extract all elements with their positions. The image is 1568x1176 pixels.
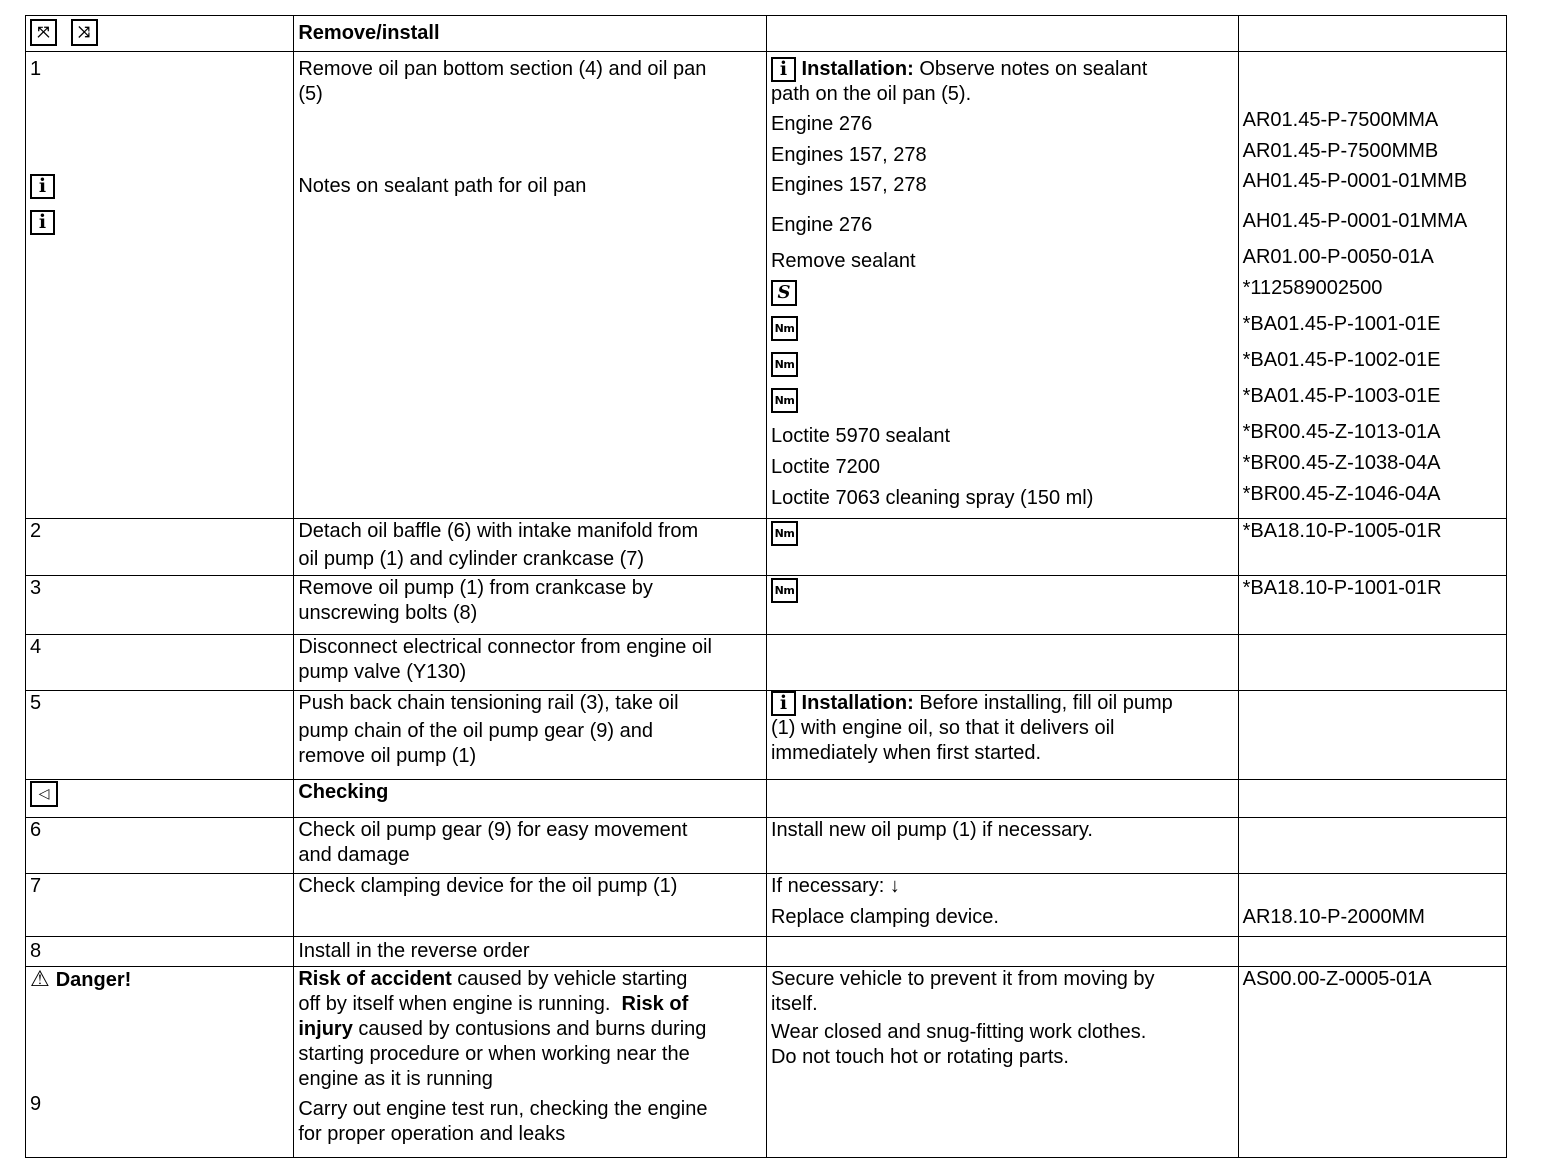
action-text: Replace clamping device. — [770, 906, 999, 928]
risk-label: Risk of — [621, 993, 689, 1015]
torque-nm-icon[interactable]: Nm — [771, 578, 798, 603]
checking-row — [26, 780, 1507, 818]
torque-nm-icon[interactable]: Nm — [771, 521, 798, 546]
danger-text: off by itself when engine is running. — [298, 993, 611, 1015]
ref-link[interactable]: *BR00.45-Z-1046-04A — [1242, 483, 1441, 505]
danger-text: starting procedure or when working near the — [298, 1043, 690, 1065]
step-number: 9 — [30, 1093, 42, 1115]
note-text: Before installing, fill oil pump — [919, 692, 1173, 714]
ref-desc: Engines 157, 278 — [770, 174, 927, 196]
note-label: Installation: — [801, 692, 914, 714]
note-label: Installation: — [801, 58, 914, 80]
ref-link[interactable]: AR01.45-P-7500MMA — [1242, 109, 1439, 131]
note-text: (1) with engine oil, so that it delivers oil — [770, 717, 1115, 739]
section-title: Checking — [298, 781, 389, 803]
ref-link[interactable]: AR01.45-P-7500MMB — [1242, 140, 1439, 162]
ref-link[interactable]: AH01.45-P-0001-01MMB — [1242, 170, 1468, 192]
step-row-2 — [26, 519, 1507, 576]
ref-link[interactable]: AR01.00-P-0050-01A — [1242, 246, 1434, 268]
sealant-note-text: Notes on sealant path for oil pan — [298, 175, 587, 197]
danger-action: Wear closed and snug-fitting work clothes. — [770, 1021, 1147, 1043]
ref-link[interactable]: *BR00.45-Z-1013-01A — [1242, 421, 1441, 443]
step-text: Push back chain tensioning rail (3), take oil — [298, 692, 679, 714]
danger-row — [26, 967, 1507, 1158]
step-text: Carry out engine test run, checking the engine — [298, 1098, 708, 1120]
ref-link[interactable]: *BA01.45-P-1001-01E — [1242, 313, 1441, 335]
note-text: immediately when first started. — [770, 742, 1042, 764]
step-text: (5) — [298, 83, 323, 105]
step-text: Disconnect electrical connector from engine oil — [298, 636, 712, 658]
step-text: for proper operation and leaks — [298, 1123, 566, 1145]
header-icons-cell — [26, 16, 294, 52]
step-text: remove oil pump (1) — [298, 745, 477, 767]
ref-link[interactable]: *BA01.45-P-1003-01E — [1242, 385, 1441, 407]
ref-link[interactable]: AS00.00-Z-0005-01A — [1238, 967, 1506, 1158]
torque-nm-icon[interactable]: Nm — [771, 352, 798, 377]
danger-text: engine as it is running — [298, 1068, 493, 1090]
info-icon[interactable]: i — [30, 210, 55, 235]
torque-nm-icon[interactable]: Nm — [771, 316, 798, 341]
step-number: 3 — [26, 576, 294, 635]
step-text: Install in the reverse order — [294, 937, 767, 967]
ref-desc: Loctite 5970 sealant — [770, 425, 951, 447]
danger-text: caused by contusions and burns during — [352, 1018, 707, 1040]
step-text: Remove oil pump (1) from crankcase by — [298, 577, 653, 599]
step-number: 6 — [26, 818, 294, 874]
step-text: oil pump (1) and cylinder crankcase (7) — [298, 548, 645, 570]
ref-link[interactable]: *BR00.45-Z-1038-04A — [1242, 452, 1441, 474]
step-text: Check oil pump gear (9) for easy movement — [298, 819, 688, 841]
action-text: Install new oil pump (1) if necessary. — [766, 818, 1238, 874]
step-number: 4 — [26, 635, 294, 691]
danger-text: caused by vehicle starting — [451, 968, 688, 990]
step-number: 8 — [26, 937, 294, 967]
step-text: Check clamping device for the oil pump (1) — [294, 874, 767, 937]
danger-action: Secure vehicle to prevent it from moving by — [770, 968, 1155, 990]
step-row-7 — [26, 874, 1507, 937]
special-tool-icon[interactable]: S — [771, 280, 797, 306]
ref-desc: Loctite 7063 cleaning spray (150 ml) — [770, 487, 1094, 509]
step-row-6 — [26, 818, 1507, 874]
warning-triangle-icon: ⚠ — [30, 967, 50, 992]
ref-link[interactable]: AR18.10-P-2000MM — [1242, 906, 1425, 928]
step-number: 1 — [30, 58, 42, 80]
ref-link[interactable]: *BA18.10-P-1005-01R — [1238, 519, 1506, 576]
info-icon[interactable]: i — [771, 57, 796, 82]
procedure-table — [25, 15, 1507, 1158]
section-title: Remove/install — [294, 16, 767, 52]
ref-desc: Remove sealant — [770, 250, 916, 272]
step-text: Remove oil pan bottom section (4) and oil pan — [298, 58, 707, 80]
ref-desc: Engine 276 — [770, 113, 873, 135]
ref-desc: Engines 157, 278 — [770, 144, 927, 166]
info-icon[interactable]: i — [30, 174, 55, 199]
step-text: pump chain of the oil pump gear (9) and — [298, 720, 654, 742]
ref-desc: Engine 276 — [770, 214, 873, 236]
note-text: path on the oil pan (5). — [770, 83, 972, 105]
step-row-5 — [26, 691, 1507, 780]
step-row-8 — [26, 937, 1507, 967]
collapse-arrows-icon[interactable]: ⤨ — [71, 19, 98, 46]
step-row-3 — [26, 576, 1507, 635]
step-text: unscrewing bolts (8) — [298, 602, 478, 624]
step-text: Detach oil baffle (6) with intake manifold from — [298, 520, 699, 542]
risk-label: injury — [298, 1018, 353, 1040]
header-row — [26, 16, 1507, 52]
step-row-1 — [26, 52, 1507, 519]
step-number: 7 — [26, 874, 294, 937]
step-number: 2 — [26, 519, 294, 576]
risk-label: Risk of accident — [298, 968, 452, 990]
torque-nm-icon[interactable]: Nm — [771, 388, 798, 413]
danger-label: Danger! — [55, 969, 132, 991]
step-row-4 — [26, 635, 1507, 691]
step-text: and damage — [298, 844, 410, 866]
action-text: If necessary: ↓ — [770, 875, 900, 897]
step-number: 5 — [26, 691, 294, 780]
expand-arrows-icon[interactable]: ⤧ — [30, 19, 57, 46]
ref-link[interactable]: *BA01.45-P-1002-01E — [1242, 349, 1441, 371]
note-text: Observe notes on sealant — [919, 58, 1148, 80]
info-icon[interactable]: i — [771, 691, 796, 716]
arrow-left-icon[interactable]: ◁ — [30, 781, 58, 807]
step-text: pump valve (Y130) — [298, 661, 467, 683]
ref-link[interactable]: *112589002500 — [1242, 277, 1383, 299]
ref-desc: Loctite 7200 — [770, 456, 880, 478]
ref-link[interactable]: *BA18.10-P-1001-01R — [1238, 576, 1506, 635]
ref-link[interactable]: AH01.45-P-0001-01MMA — [1242, 210, 1468, 232]
danger-action: itself. — [770, 993, 818, 1015]
danger-action: Do not touch hot or rotating parts. — [770, 1046, 1069, 1068]
